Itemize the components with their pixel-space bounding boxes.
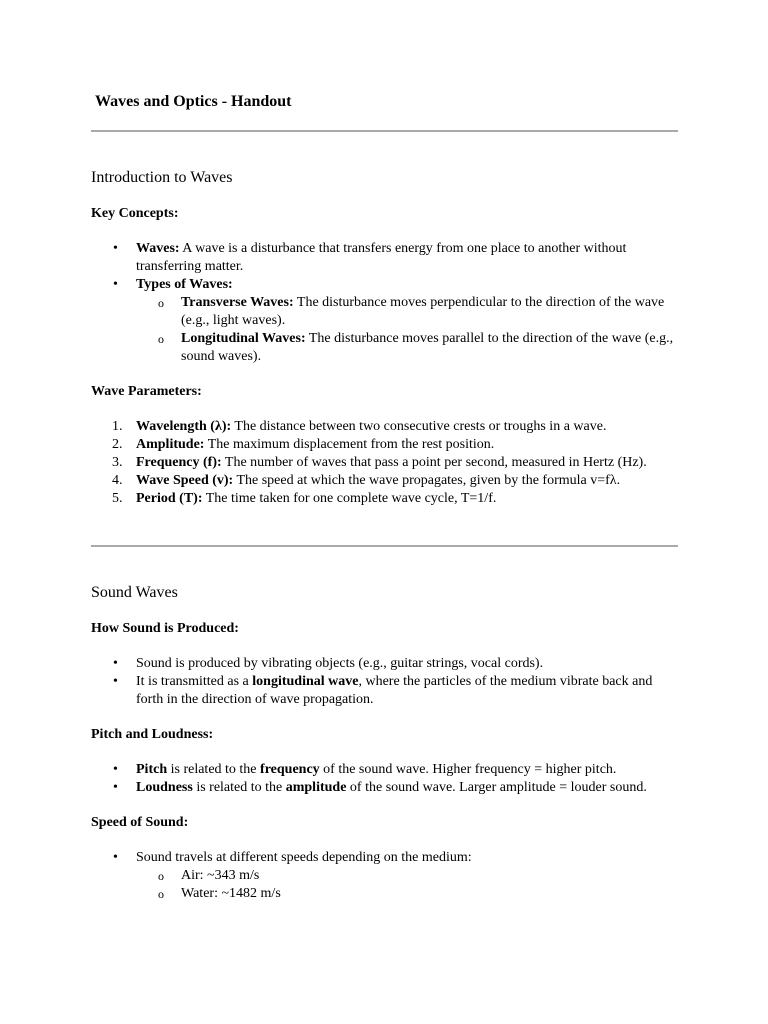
speed-values-list bbox=[136, 867, 679, 903]
pitch-loudness-list bbox=[91, 761, 679, 797]
term: Loudness bbox=[136, 780, 193, 795]
text-segment: of the sound wave. Larger amplitude = louder sound. bbox=[346, 780, 647, 795]
definition: The number of waves that pass a point per second, measured in Hertz (Hz). bbox=[221, 455, 647, 470]
text-segment: is related to the bbox=[192, 780, 286, 795]
term: Amplitude: bbox=[136, 437, 205, 452]
pitch-loudness-heading: Pitch and Loudness: bbox=[91, 727, 214, 742]
term: Wave Speed (v): bbox=[136, 473, 234, 488]
term: Types of Waves: bbox=[136, 277, 233, 292]
text-segment: It is transmitted as a bbox=[136, 674, 253, 689]
term: Frequency (f): bbox=[136, 455, 222, 470]
speed-of-sound-heading: Speed of Sound: bbox=[91, 815, 189, 830]
key-concepts-heading: Key Concepts: bbox=[91, 206, 179, 221]
list-item bbox=[136, 472, 679, 490]
definition: The disturbance moves perpendicular to the direction of the wave (e.g., light waves). bbox=[181, 295, 665, 328]
term: Transverse Waves: bbox=[181, 295, 294, 310]
text-segment: is related to the bbox=[167, 762, 261, 777]
term: Pitch bbox=[136, 762, 168, 777]
list-item: o Water: ~1482 m/s bbox=[181, 885, 679, 903]
speed-of-sound-list bbox=[91, 849, 679, 903]
list-item bbox=[136, 454, 679, 472]
term: Wavelength (λ): bbox=[136, 419, 232, 434]
list-item bbox=[136, 490, 679, 508]
page-title: Waves and Optics - Handout bbox=[95, 93, 292, 110]
list-item bbox=[136, 436, 679, 454]
list-item bbox=[136, 849, 679, 903]
horizontal-rule bbox=[91, 130, 678, 132]
wave-parameters-heading: Wave Parameters: bbox=[91, 384, 202, 399]
sound-produced-list bbox=[91, 655, 679, 709]
list-item bbox=[136, 779, 679, 797]
term: Period (T): bbox=[136, 491, 203, 506]
section-introduction bbox=[91, 168, 679, 508]
term: frequency bbox=[260, 762, 320, 777]
horizontal-rule bbox=[91, 545, 678, 547]
definition: The speed at which the wave propagates, given by the formula v=fλ. bbox=[233, 473, 621, 488]
key-concepts-list bbox=[91, 240, 679, 366]
list-item: o Air: ~343 m/s bbox=[181, 867, 679, 885]
list-item bbox=[136, 418, 679, 436]
wave-parameters-list bbox=[91, 418, 679, 508]
text-segment: , where the particles of the medium vibrate back and forth in the direction of wave propagation. bbox=[136, 674, 653, 707]
section-sound-waves bbox=[91, 583, 679, 903]
text-segment: of the sound wave. Higher frequency = higher pitch. bbox=[319, 762, 617, 777]
list-item bbox=[136, 240, 679, 276]
list-item bbox=[181, 330, 679, 366]
definition: The time taken for one complete wave cycle, T=1/f. bbox=[202, 491, 497, 506]
section-heading-intro: Introduction to Waves bbox=[91, 169, 233, 186]
wave-types-list bbox=[136, 294, 679, 366]
term: Longitudinal Waves: bbox=[181, 331, 306, 346]
list-item: • Sound is produced by vibrating objects (e.g., guitar strings, vocal cords). bbox=[136, 655, 679, 673]
definition: The disturbance moves parallel to the direction of the wave (e.g., sound waves). bbox=[181, 331, 674, 364]
term: longitudinal wave bbox=[252, 674, 359, 689]
term: amplitude bbox=[285, 780, 347, 795]
list-item bbox=[136, 761, 679, 779]
list-item bbox=[136, 276, 679, 366]
term: Waves: bbox=[136, 241, 180, 256]
definition: The maximum displacement from the rest position. bbox=[204, 437, 495, 452]
section-heading-sound: Sound Waves bbox=[91, 584, 178, 601]
definition: The distance between two consecutive crests or troughs in a wave. bbox=[231, 419, 607, 434]
sound-produced-heading: How Sound is Produced: bbox=[91, 621, 239, 636]
definition: A wave is a disturbance that transfers energy from one place to another without transferring matter. bbox=[136, 241, 627, 274]
text-segment: Sound travels at different speeds depending on the medium: bbox=[136, 850, 472, 865]
list-item bbox=[136, 673, 679, 709]
list-item bbox=[181, 294, 679, 330]
